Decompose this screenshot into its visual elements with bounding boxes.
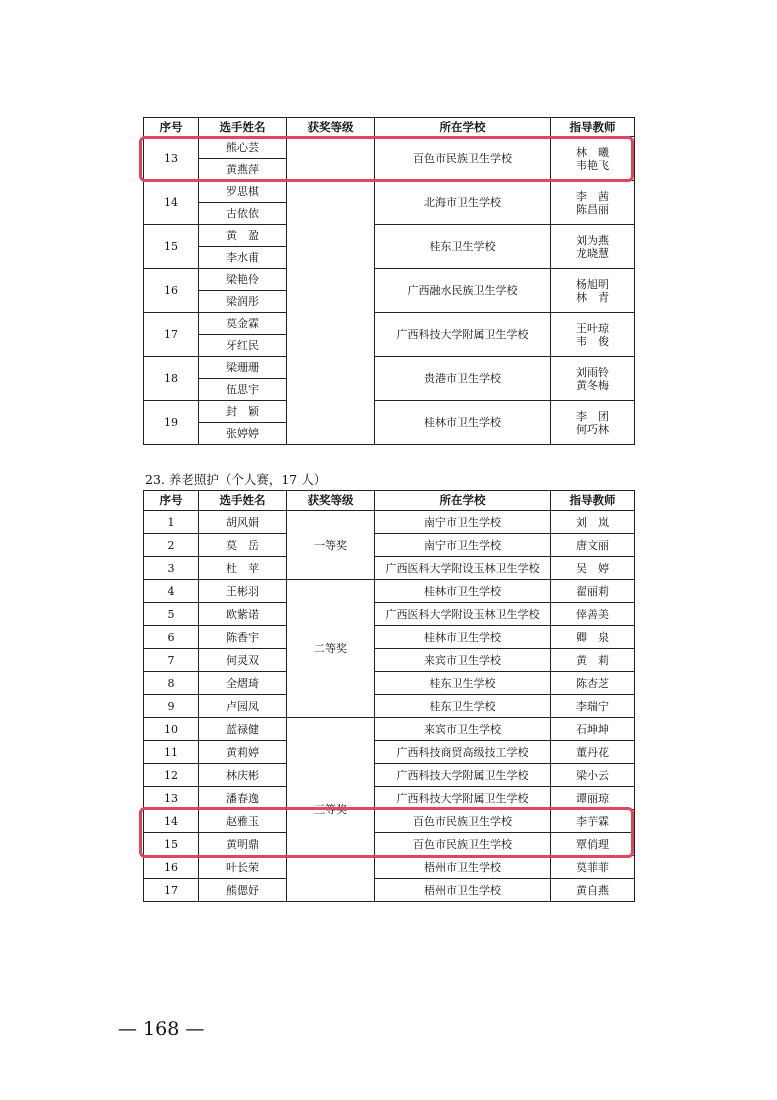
contestant-name: 莫 岳 [199,534,287,557]
instructor-name: 刘为燕 [576,233,609,247]
header-award: 获奖等级 [287,491,375,511]
table-row [144,833,635,856]
instructor-name: 倖善美 [551,603,635,626]
contestant-name: 林庆彬 [199,764,287,787]
instructor-name: 陈杏芝 [551,672,635,695]
contestant-name: 黄明鼎 [199,833,287,856]
school-name: 来宾市卫生学校 [375,649,551,672]
table-row [144,672,635,695]
instructor-name: 何巧林 [576,422,609,436]
header-number: 序号 [144,118,199,137]
instructor-name: 谭丽琼 [551,787,635,810]
table-row [144,787,635,810]
contestant-name: 欧紫诺 [199,603,287,626]
instructor-name: 韦 俊 [576,334,609,348]
school-name: 百色市民族卫生学校 [375,810,551,833]
contestant-name: 全熠琦 [199,672,287,695]
award-level: 三等奖 [287,718,375,902]
instructors [551,225,635,269]
contestant-name: 潘春逸 [199,787,287,810]
row-number: 3 [144,557,199,580]
contestant-name: 王彬羽 [199,580,287,603]
contestant-name: 罗思棋 [199,181,287,203]
instructor-name: 黄冬梅 [576,378,609,392]
school-name: 桂林市卫生学校 [375,401,551,445]
school-name: 南宁市卫生学校 [375,511,551,534]
row-number: 15 [144,225,199,269]
row-number: 10 [144,718,199,741]
contestant-name: 熊偲妤 [199,879,287,902]
contestant-name: 杜 苹 [199,557,287,580]
elder-care-results-table [143,490,635,902]
contestant-name: 黄 盈 [199,225,287,247]
instructor-name: 吴 婷 [551,557,635,580]
instructor-name: 林 曦 [576,145,609,159]
table-row [144,626,635,649]
table-row [144,401,635,423]
table-row [144,718,635,741]
school-name: 百色市民族卫生学校 [375,137,551,181]
contestant-name: 蓝禄健 [199,718,287,741]
school-name: 梧州市卫生学校 [375,856,551,879]
row-number: 15 [144,833,199,856]
row-number: 14 [144,181,199,225]
contestant-name: 胡风娟 [199,511,287,534]
school-name: 贵港市卫生学校 [375,357,551,401]
award-level: 二等奖 [287,580,375,718]
instructors [551,181,635,225]
row-number: 11 [144,741,199,764]
table-row [144,649,635,672]
instructor-name: 刘 岚 [551,511,635,534]
school-name: 广西科技商贸高级技工学校 [375,741,551,764]
table-row [144,741,635,764]
instructor-name: 韦艳飞 [576,158,609,172]
contestant-name: 封 颖 [199,401,287,423]
instructors [551,357,635,401]
contestant-name: 李水甫 [199,247,287,269]
instructor-name: 龙晓慧 [576,246,609,260]
row-number: 16 [144,269,199,313]
instructor-name: 李 茜 [576,189,609,203]
row-number: 7 [144,649,199,672]
table-row [144,580,635,603]
table-row [144,181,635,203]
table-row [144,313,635,335]
instructor-name: 陈昌丽 [576,202,609,216]
contestant-name: 黄燕萍 [199,159,287,181]
instructor-name: 卿 泉 [551,626,635,649]
contestant-name: 牙红民 [199,335,287,357]
instructor-name: 杨旭明 [576,277,609,291]
row-number: 16 [144,856,199,879]
table-row [144,557,635,580]
header-teacher: 指导教师 [551,491,635,511]
contestant-name: 莫金霖 [199,313,287,335]
table-row [144,810,635,833]
row-number: 17 [144,313,199,357]
header-name: 选手姓名 [199,491,287,511]
row-number: 14 [144,810,199,833]
instructor-name: 林 青 [576,290,609,304]
contestant-name: 卢园凤 [199,695,287,718]
table-row [144,764,635,787]
header-teacher: 指导教师 [551,118,635,137]
contestant-name: 张婷婷 [199,423,287,445]
school-name: 广西医科大学附设玉林卫生学校 [375,603,551,626]
school-name: 北海市卫生学校 [375,181,551,225]
school-name: 桂东卫生学校 [375,695,551,718]
contestant-name: 伍思宇 [199,379,287,401]
contestant-name: 叶长荣 [199,856,287,879]
instructors [551,401,635,445]
school-name: 桂东卫生学校 [375,225,551,269]
row-number: 5 [144,603,199,626]
header-number: 序号 [144,491,199,511]
school-name: 广西科技大学附属卫生学校 [375,313,551,357]
instructor-name: 翟丽莉 [551,580,635,603]
header-school: 所在学校 [375,491,551,511]
school-name: 广西科技大学附属卫生学校 [375,764,551,787]
instructor-name: 黄 莉 [551,649,635,672]
instructors [551,313,635,357]
table-header-row [144,118,635,137]
school-name: 广西融水民族卫生学校 [375,269,551,313]
row-number: 17 [144,879,199,902]
school-name: 南宁市卫生学校 [375,534,551,557]
row-number: 13 [144,787,199,810]
contestant-name: 何灵双 [199,649,287,672]
team-results-table [143,117,635,445]
instructor-name: 梁小云 [551,764,635,787]
award-level-empty [287,137,375,445]
table-row [144,357,635,379]
table-row [144,225,635,247]
row-number: 13 [144,137,199,181]
school-name: 桂林市卫生学校 [375,626,551,649]
header-name: 选手姓名 [199,118,287,137]
contestant-name: 黄莉婷 [199,741,287,764]
contestant-name: 熊心芸 [199,137,287,159]
school-name: 桂东卫生学校 [375,672,551,695]
instructors [551,269,635,313]
school-name: 梧州市卫生学校 [375,879,551,902]
instructor-name: 莫菲菲 [551,856,635,879]
table-row [144,511,635,534]
instructor-name: 唐文丽 [551,534,635,557]
contestant-name: 梁润彤 [199,291,287,313]
school-name: 桂林市卫生学校 [375,580,551,603]
instructor-name: 石坤坤 [551,718,635,741]
row-number: 18 [144,357,199,401]
table-row [144,603,635,626]
table-row [144,879,635,902]
row-number: 19 [144,401,199,445]
header-school: 所在学校 [375,118,551,137]
instructor-name: 黄自燕 [551,879,635,902]
table-header-row [144,491,635,511]
table-row [144,534,635,557]
instructor-name: 董丹花 [551,741,635,764]
row-number: 2 [144,534,199,557]
instructor-name: 王叶琼 [576,321,609,335]
header-award: 获奖等级 [287,118,375,137]
section-caption: 23. 养老照护（个人赛，17 人） [145,472,327,487]
instructor-name: 李 团 [576,409,609,423]
award-level: 一等奖 [287,511,375,580]
table-row [144,695,635,718]
table-row [144,269,635,291]
row-number: 4 [144,580,199,603]
instructor-name: 李瑞宁 [551,695,635,718]
table-row [144,137,635,159]
instructor-name: 覃俏理 [551,833,635,856]
row-number: 12 [144,764,199,787]
school-name: 百色市民族卫生学校 [375,833,551,856]
contestant-name: 陈香宇 [199,626,287,649]
row-number: 1 [144,511,199,534]
contestant-name: 梁艳伶 [199,269,287,291]
row-number: 6 [144,626,199,649]
row-number: 8 [144,672,199,695]
table-row [144,856,635,879]
contestant-name: 梁珊珊 [199,357,287,379]
contestant-name: 古依依 [199,203,287,225]
page-number: — 168 — [118,1018,205,1040]
instructors [551,137,635,181]
school-name: 广西科技大学附属卫生学校 [375,787,551,810]
row-number: 9 [144,695,199,718]
school-name: 广西医科大学附设玉林卫生学校 [375,557,551,580]
school-name: 来宾市卫生学校 [375,718,551,741]
instructor-name: 李芋霖 [551,810,635,833]
instructor-name: 刘雨铃 [576,365,609,379]
contestant-name: 赵雅玉 [199,810,287,833]
